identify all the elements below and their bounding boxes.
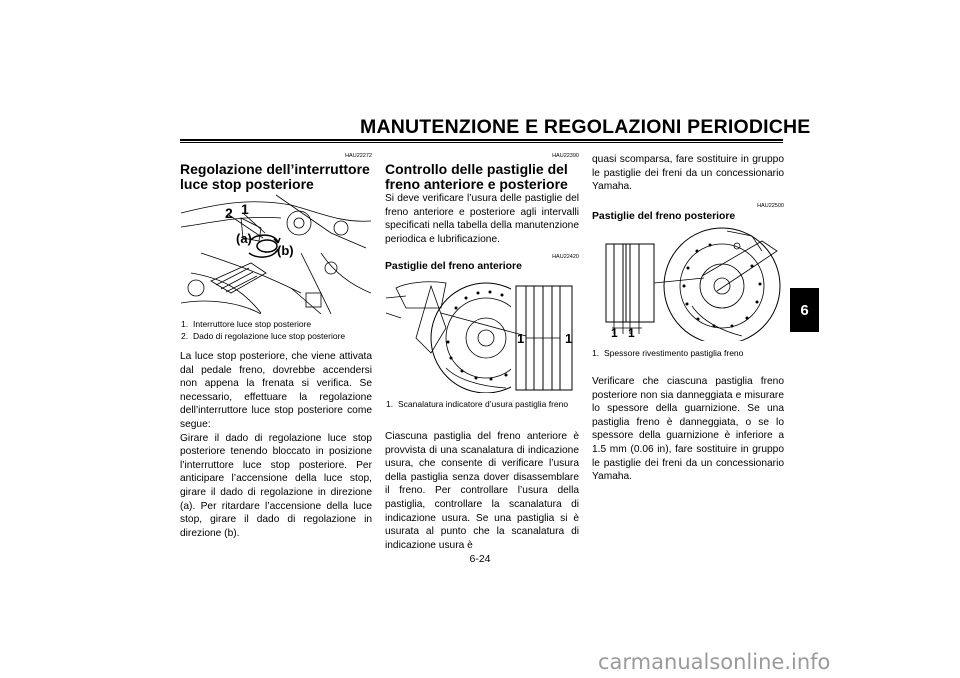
caption-row <box>386 399 580 411</box>
figure-label-1: 1 <box>241 201 249 217</box>
caption-number: 1. <box>386 399 394 409</box>
brake-switch-figure <box>181 193 371 314</box>
front-brake-figure <box>386 278 578 393</box>
front-pads-heading: Pastiglie del freno anteriore <box>385 261 522 272</box>
caption-text: Interruttore luce stop posteriore <box>193 319 312 329</box>
caption-row <box>181 319 371 331</box>
rear-brake-illustration <box>592 226 784 341</box>
caption-number: 1. <box>181 319 189 329</box>
caption-number: 2. <box>181 330 189 341</box>
middle-intro-paragraph: Si deve verificare l’usura delle pastiglie del freno anteriore e posteriore agli intervalli specificati nella tabella della manutenzione periodica e lubrificazione. <box>385 193 579 245</box>
right-section-code: HAU22500 <box>757 203 784 209</box>
caption-text: Scanalatura indicatore d’usura pastiglia freno <box>398 399 569 409</box>
middle-section-code: HAU22390 <box>552 153 579 159</box>
rear-pads-heading: Pastiglie del freno posteriore <box>592 211 736 222</box>
caption-text: Spessore rivestimento pastiglia freno <box>604 348 744 358</box>
right-body-paragraph: Verificare che ciascuna pastiglia freno posteriore non sia danneggiata e misurare lo spessore della guarnizione. Se una pastiglia freno è danneggiata, o se lo spessore della guarnizione è inferiore a 1.5 mm (0.06 in), fare sostituire in gruppo le pastiglie dei freni da un concessionario Yamaha. <box>592 376 784 483</box>
rear-figure-label-right: 1 <box>628 326 635 340</box>
front-brake-illustration <box>386 278 578 393</box>
left-body-paragraph <box>180 350 372 540</box>
left-figure-captions <box>181 319 371 342</box>
left-section-heading: Regolazione dell’interruttore luce stop posteriore <box>180 161 370 192</box>
rear-figure-label-left: 1 <box>611 326 618 340</box>
left-section-code: HAU22272 <box>345 153 372 159</box>
middle-body-paragraph: Ciascuna pastiglia del freno anteriore è provvista di una scanalatura di indicazione usura, che consente di verificare l’usura della pastiglia senza dover disassemblare il freno. Per controllare l’usura della pastiglia, controllare la scanalatura di indicazione usura. Se una pastiglia si è usurata al punto che la scanalatura di indicazione usura è <box>385 431 579 551</box>
brake-switch-illustration <box>181 193 371 314</box>
page-header-title: MANUTENZIONE E REGOLAZIONI PERIODICHE <box>360 116 811 138</box>
left-body-instructions: Girare il dado di regolazione luce stop posteriore tenendo bloccato in posizione l’interruttore luce stop posteriore. Per anticipare l’accensione della luce stop, girare il dado di regolazione in direzione (a). Per ritardare l’accensione della luce stop, girare il dado di regolazione in direzione (b). <box>180 432 372 539</box>
caption-text: Dado di regolazione luce stop posteriore <box>193 330 346 341</box>
right-continuation-paragraph: quasi scomparsa, fare sostituire in gruppo le pastiglie dei freni da un concessionario Yamaha. <box>592 154 784 193</box>
caption-number: 1. <box>592 348 600 358</box>
header-rule <box>180 139 783 141</box>
watermark: carmanualsonline.info <box>598 650 831 674</box>
page-number: 6-24 <box>469 553 491 565</box>
front-figure-label-left: 1 <box>517 331 525 346</box>
caption-row <box>592 348 784 360</box>
chapter-tab-label: 6 <box>800 301 809 319</box>
left-body-intro: La luce stop posteriore, che viene attivata dal pedale freno, dovrebbe accendersi non appena la frenata si verifica. Se necessario, effettuare la regolazione dell’interruttore luce stop posteriore come segue: <box>180 351 372 430</box>
rear-brake-figure <box>592 226 784 341</box>
right-figure-caption <box>592 348 784 360</box>
front-figure-label-right: 1 <box>565 331 573 346</box>
figure-label-2: 2 <box>225 205 233 221</box>
middle-sub-code: HAU22420 <box>552 254 579 260</box>
middle-figure-caption <box>386 399 580 411</box>
middle-section-heading: Controllo delle pastiglie del freno anteriore e posteriore <box>385 161 568 192</box>
header-rule-thin <box>180 142 783 143</box>
caption-row <box>181 331 371 343</box>
chapter-tab <box>790 288 819 332</box>
figure-label-a: (a) <box>236 231 252 246</box>
figure-label-b: (b) <box>277 243 294 258</box>
